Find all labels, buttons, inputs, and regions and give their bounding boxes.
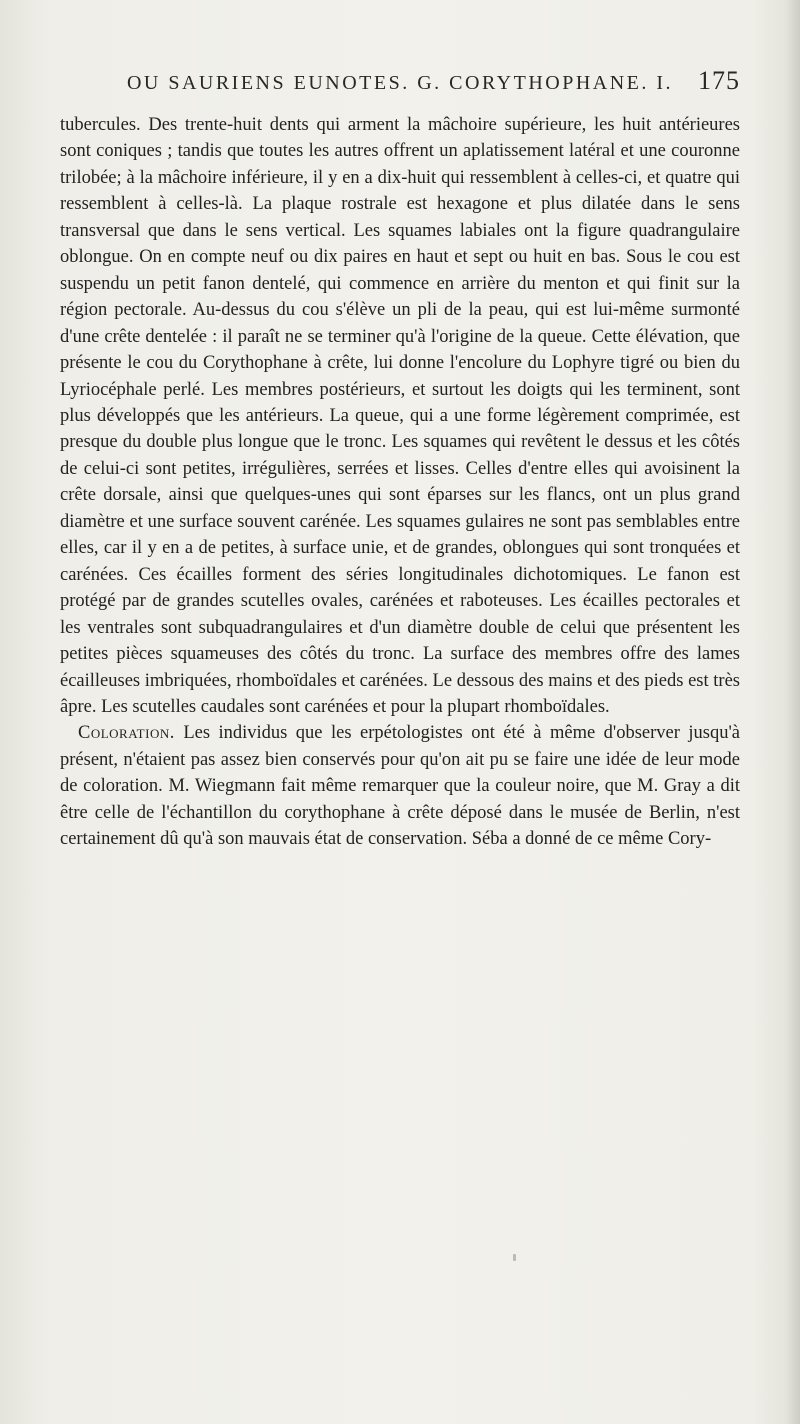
page-number: 175 — [698, 66, 740, 95]
paragraph-coloration — [60, 720, 740, 852]
paragraph-coloration-text: Les individus que les erpétologistes ont été à même d'observer jusqu'à présent, n'étaient pas assez bien conservés pour qu'on ait pu se faire une idée de leur mode de coloration. M. Wiegmann fait même remarquer que la couleur noire, que M. Gray a dit être celle de l'échantillon du corythophane à crête déposé dans le musée de Berlin, n'est certainement dû qu'à son mauvais état de conservation. Séba a donné de ce même Cory- — [60, 723, 740, 850]
running-head — [60, 66, 740, 95]
page-gutter-shadow — [786, 0, 800, 1424]
paper-speck — [513, 1254, 516, 1261]
body-text — [60, 112, 740, 853]
paragraph-description: tubercules. Des trente-huit dents qui arment la mâchoire supérieure, les huit antérieures sont coniques ; tandis que toutes les autres offrent un aplatissement latéral et une couronne trilobée; à la mâchoire inférieure, il y en a dix-huit qui ressemblent à celles-ci, et quatre qui ressemblent à celles-là. La plaque rostrale est hexagone et plus dilatée dans le sens transversal que dans le sens vertical. Les squames labiales ont la figure quadrangulaire oblongue. On en compte neuf ou dix paires en haut et sept ou huit en bas. Sous le cou est suspendu un petit fanon dentelé, qui commence en arrière du menton et qui finit sur la région pectorale. Au-dessus du cou s'élève un pli de la peau, qui est lui-même surmonté d'une crête dentelée : il paraît ne se terminer qu'à l'origine de la queue. Cette élévation, que présente le cou du Corythophane à crête, lui donne l'encolure du Lophyre tigré ou bien du Lyriocéphale perlé. Les membres postérieurs, et surtout les doigts qui les terminent, sont plus développés que les antérieurs. La queue, qui a une forme légèrement comprimée, est presque du double plus longue que le tronc. Les squames qui revêtent le dessus et les côtés de celui-ci sont petites, irrégulières, serrées et lisses. Celles d'entre elles qui avoisinent la crête dorsale, ainsi que quelques-unes qui sont éparses sur les flancs, ont un plus grand diamètre et une surface souvent carénée. Les squames gulaires ne sont pas semblables entre elles, car il y en a de petites, à surface unie, et de grandes, oblongues qui sont tronquées et carénées. Ces écailles forment des séries longitudinales dichotomiques. Le fanon est protégé par de grandes scutelles ovales, carénées et raboteuses. Les écailles pectorales et les ventrales sont subquadrangulaires et d'un diamètre double de celui que présentent les petites pièces squameuses des côtés du tronc. La surface des membres offre des lames écailleuses imbriquées, rhomboïdales et carénées. Le dessous des mains et des pieds est très âpre. Les scutelles caudales sont carénées et pour la plupart rhomboïdales. — [60, 115, 740, 717]
running-head-title: OU SAURIENS EUNOTES. G. CORYTHOPHANE. I. — [126, 72, 674, 94]
section-lead-coloration: Coloration. — [78, 723, 175, 744]
